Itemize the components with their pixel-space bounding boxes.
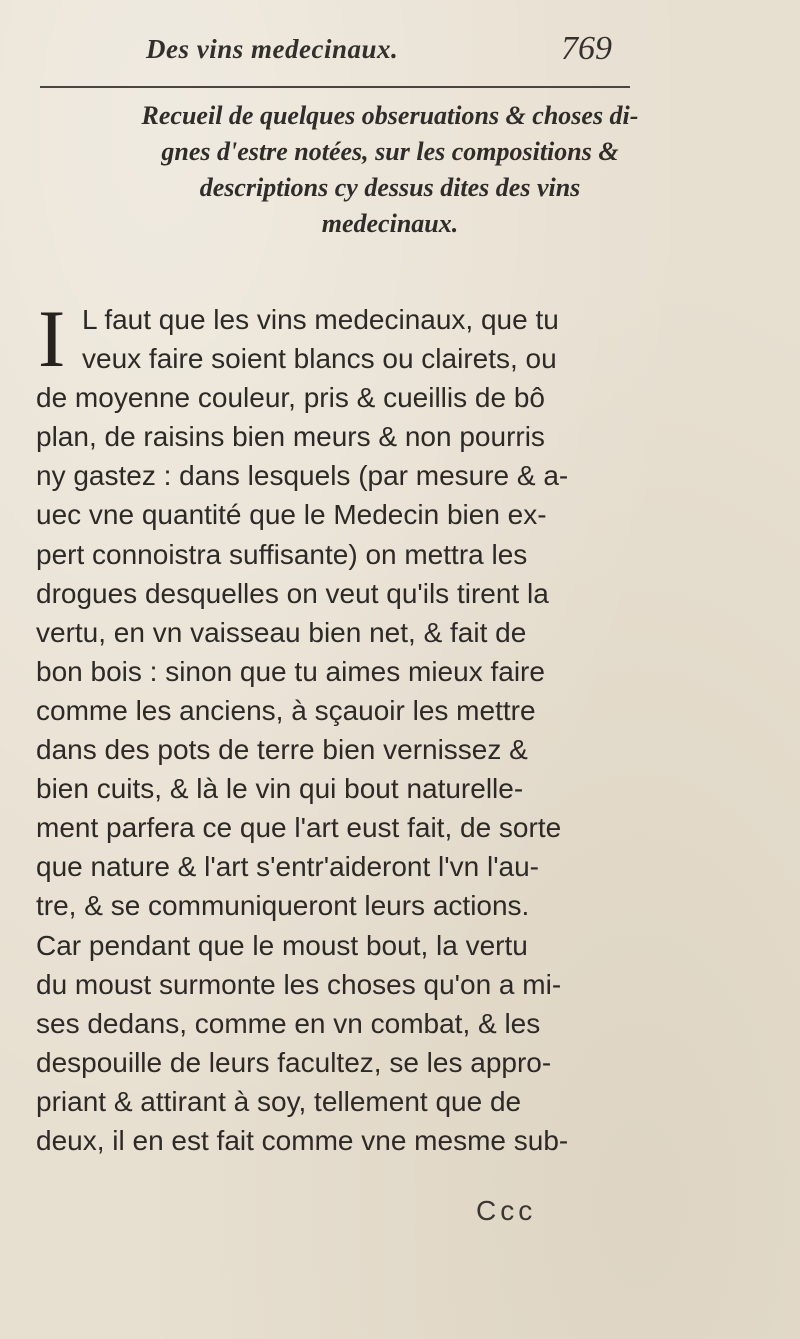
body-line: veux faire soient blancs ou clairets, ou bbox=[82, 343, 557, 375]
header-rule bbox=[40, 86, 630, 88]
page-number: 769 bbox=[561, 30, 612, 67]
body-line: du moust surmonte les choses qu'on a mi- bbox=[36, 968, 562, 1000]
running-head bbox=[146, 30, 760, 74]
body-line: bien cuits, & là le vin qui bout naturelle- bbox=[36, 773, 524, 805]
signature-mark: Ccc bbox=[476, 1195, 537, 1226]
section-heading-line: Recueil de quelques obseruations & choses di- bbox=[141, 101, 639, 130]
body-line: bon bois : sinon que tu aimes mieux faire bbox=[36, 655, 545, 687]
body-line: drogues desquelles on veut qu'ils tirent la bbox=[36, 577, 549, 609]
body-line: L faut que les vins medecinaux, que tu bbox=[82, 304, 559, 335]
section-heading-line: descriptions cy dessus dites des vins bbox=[199, 173, 581, 202]
body-line: ses dedans, comme en vn combat, & les bbox=[36, 1007, 541, 1039]
section-heading bbox=[110, 98, 670, 242]
body-line: despouille de leurs facultez, se les appro- bbox=[36, 1046, 552, 1078]
body-line: comme les anciens, à sçauoir les mettre bbox=[36, 694, 536, 726]
body-line: de moyenne couleur, pris & cueillis de bô bbox=[36, 382, 545, 414]
body-line: ment parfera ce que l'art eust fait, de sorte bbox=[36, 812, 562, 844]
body-line: que nature & l'art s'entr'aideront l'vn l'au- bbox=[36, 851, 540, 883]
body-line: dans des pots de terre bien vernissez & bbox=[36, 734, 528, 766]
body-line: tre, & se communiqueront leurs actions. bbox=[36, 890, 530, 922]
running-title: Des vins medecinaux. bbox=[146, 34, 399, 64]
body-line: vertu, en vn vaisseau bien net, & fait de bbox=[36, 616, 527, 648]
body-line: priant & attirant à soy, tellement que de bbox=[36, 1085, 522, 1117]
section-heading-line: medecinaux. bbox=[321, 209, 459, 238]
body-line: uec vne quantité que le Medecin bien ex- bbox=[36, 499, 547, 531]
drop-cap: I bbox=[38, 293, 66, 384]
section-heading-line: gnes d'estre notées, sur les compositions & bbox=[161, 137, 619, 166]
body-text bbox=[36, 293, 686, 1160]
body-line: plan, de raisins bien meurs & non pourris bbox=[36, 421, 545, 453]
body-line: ny gastez : dans lesquels (par mesure & a- bbox=[36, 460, 569, 492]
body-line: deux, il en est fait comme vne mesme sub- bbox=[36, 1124, 569, 1156]
body-line: Car pendant que le moust bout, la vertu bbox=[36, 929, 528, 961]
body-line: pert connoistra suffisante) on mettra les bbox=[36, 538, 528, 570]
